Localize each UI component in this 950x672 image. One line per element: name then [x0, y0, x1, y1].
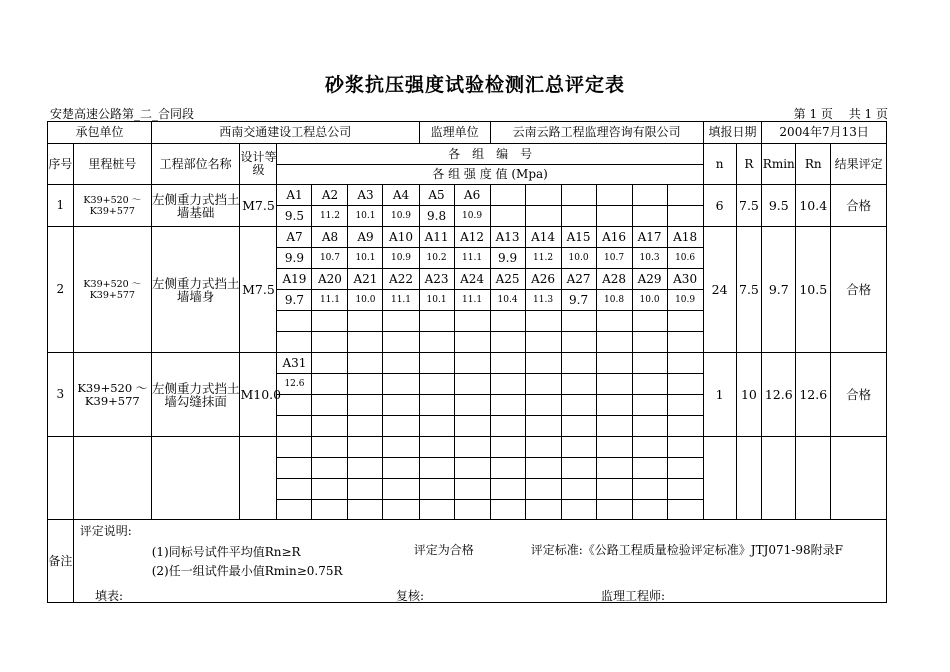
empty-cell: [383, 458, 419, 479]
strength-value: 9.5: [277, 206, 312, 227]
note-condition-2: (2)任一组试件最小值Rmin≥0.75R: [151, 564, 343, 578]
empty-cell: [596, 374, 632, 395]
result-cell: 合格: [831, 227, 887, 353]
strength-value: 9.7: [561, 290, 596, 311]
result-cell: 合格: [831, 353, 887, 437]
empty-cell: [454, 416, 490, 437]
empty-cell: [419, 395, 454, 416]
strength-value: 12.6: [277, 374, 312, 395]
group-id: A17: [632, 227, 667, 248]
empty-cell: [525, 395, 561, 416]
empty-cell: [312, 437, 348, 458]
empty-cell: [454, 332, 490, 353]
date-label: 填报日期: [703, 122, 762, 144]
n-cell: 24: [703, 227, 736, 353]
strength-value: 10.3: [632, 248, 667, 269]
group-id: A8: [312, 227, 348, 248]
empty-cell: [561, 395, 596, 416]
empty-cell: [596, 458, 632, 479]
empty-cell: [632, 479, 667, 500]
empty-cell: [490, 311, 525, 332]
strength-value: 10.9: [383, 248, 419, 269]
empty-cell: [667, 353, 703, 374]
strength-value: 10.6: [667, 248, 703, 269]
header-rn: Rn: [796, 144, 831, 185]
empty-cell: [667, 185, 703, 206]
empty-cell: [454, 311, 490, 332]
group-id: A16: [596, 227, 632, 248]
table-row: [48, 227, 887, 248]
note-verdict: 评定为合格: [413, 543, 474, 557]
empty-cell: [490, 353, 525, 374]
group-id: A23: [419, 269, 454, 290]
empty-cell: [667, 395, 703, 416]
group-id: A14: [525, 227, 561, 248]
empty-cell: [277, 416, 312, 437]
empty-cell: [348, 479, 383, 500]
header-result: 结果评定: [831, 144, 887, 185]
empty-cell: [596, 311, 632, 332]
empty-cell: [632, 353, 667, 374]
empty-cell: [312, 311, 348, 332]
strength-value: 10.2: [419, 248, 454, 269]
strength-value: 10.0: [561, 248, 596, 269]
strength-value: 11.2: [525, 248, 561, 269]
empty-cell: [419, 416, 454, 437]
empty-cell: [525, 458, 561, 479]
station-cell: K39+520 ～ K39+577: [73, 227, 151, 353]
strength-value: 11.1: [454, 290, 490, 311]
n-cell: 6: [703, 185, 736, 227]
empty-cell: [561, 479, 596, 500]
group-id: A28: [596, 269, 632, 290]
group-id: A15: [561, 227, 596, 248]
station-cell: [73, 437, 151, 520]
part-cell: 左侧重力式挡土墙勾缝抹面: [151, 353, 240, 437]
group-id: A11: [419, 227, 454, 248]
empty-cell: [454, 395, 490, 416]
strength-value: 11.1: [454, 248, 490, 269]
empty-cell: [383, 332, 419, 353]
rmin-cell: 9.7: [762, 227, 796, 353]
empty-cell: [490, 416, 525, 437]
footer-engineer: 监理工程师:: [601, 589, 666, 603]
group-id: A19: [277, 269, 312, 290]
rows-body: [48, 185, 887, 520]
empty-cell: [667, 311, 703, 332]
empty-cell: [561, 416, 596, 437]
strength-value: 10.8: [596, 290, 632, 311]
empty-cell: [490, 458, 525, 479]
n-cell: 1: [703, 353, 736, 437]
empty-cell: [561, 185, 596, 206]
empty-cell: [454, 479, 490, 500]
empty-cell: [419, 500, 454, 520]
group-id: A2: [312, 185, 348, 206]
empty-cell: [419, 311, 454, 332]
empty-cell: [525, 332, 561, 353]
seq-cell: 1: [48, 185, 74, 227]
r-cell: 10: [736, 353, 762, 437]
empty-cell: [596, 353, 632, 374]
empty-cell: [348, 395, 383, 416]
empty-cell: [490, 500, 525, 520]
group-id: A3: [348, 185, 383, 206]
empty-cell: [348, 458, 383, 479]
header-station: 里程桩号: [73, 144, 151, 185]
empty-cell: [525, 206, 561, 227]
empty-cell: [596, 500, 632, 520]
empty-cell: [667, 479, 703, 500]
group-id: A13: [490, 227, 525, 248]
rn-cell: 12.6: [796, 353, 831, 437]
empty-cell: [596, 416, 632, 437]
group-id: A5: [419, 185, 454, 206]
empty-cell: [525, 353, 561, 374]
group-id: A26: [525, 269, 561, 290]
group-id: A25: [490, 269, 525, 290]
empty-cell: [312, 500, 348, 520]
empty-cell: [561, 332, 596, 353]
part-cell: 左侧重力式挡土墙墙身: [151, 227, 240, 353]
empty-cell: [561, 500, 596, 520]
empty-cell: [348, 353, 383, 374]
note-label: 备注: [48, 520, 74, 603]
empty-cell: [632, 185, 667, 206]
group-id: A21: [348, 269, 383, 290]
strength-value: 10.9: [383, 206, 419, 227]
strength-value: 11.2: [312, 206, 348, 227]
empty-cell: [596, 479, 632, 500]
seq-cell: 3: [48, 353, 74, 437]
empty-cell: [383, 479, 419, 500]
empty-cell: [383, 353, 419, 374]
part-cell: 左侧重力式挡土墙基础: [151, 185, 240, 227]
r-cell: [736, 437, 762, 520]
empty-cell: [312, 395, 348, 416]
empty-cell: [490, 479, 525, 500]
empty-cell: [277, 395, 312, 416]
part-cell: [151, 437, 240, 520]
empty-cell: [383, 500, 419, 520]
strength-value: 11.1: [312, 290, 348, 311]
empty-cell: [525, 374, 561, 395]
empty-cell: [632, 458, 667, 479]
info-row: [48, 122, 887, 144]
group-id: A4: [383, 185, 419, 206]
empty-cell: [348, 437, 383, 458]
grade-cell: M10.0: [240, 353, 277, 437]
group-id: A9: [348, 227, 383, 248]
empty-cell: [312, 353, 348, 374]
grade-cell: M7.5: [240, 185, 277, 227]
result-cell: [831, 437, 887, 520]
contractor-value: 西南交通建设工程总公司: [151, 122, 419, 144]
empty-cell: [632, 500, 667, 520]
group-id: A30: [667, 269, 703, 290]
empty-cell: [596, 185, 632, 206]
header-n: n: [703, 144, 736, 185]
header-seq: 序号: [48, 144, 74, 185]
empty-cell: [667, 416, 703, 437]
empty-cell: [312, 332, 348, 353]
table-row: [48, 353, 887, 374]
note-condition-1: (1)同标号试件平均值Rn≥R: [151, 545, 301, 559]
group-id: A1: [277, 185, 312, 206]
date-value: 2004年7月13日: [762, 122, 887, 144]
contractor-label: 承包单位: [48, 122, 152, 144]
empty-cell: [419, 479, 454, 500]
grade-cell: M7.5: [240, 227, 277, 353]
footer-reviewer: 复核:: [396, 589, 425, 603]
empty-cell: [525, 185, 561, 206]
empty-cell: [632, 437, 667, 458]
empty-cell: [419, 374, 454, 395]
empty-cell: [312, 416, 348, 437]
group-id: A24: [454, 269, 490, 290]
empty-cell: [561, 458, 596, 479]
empty-cell: [667, 206, 703, 227]
empty-cell: [419, 353, 454, 374]
note-standard: 评定标准:《公路工程质量检验评定标准》JTJ071-98附录F: [530, 543, 843, 557]
group-id: A6: [454, 185, 490, 206]
page-title: 砂浆抗压强度试验检测汇总评定表: [324, 74, 625, 96]
empty-cell: [277, 479, 312, 500]
empty-cell: [419, 437, 454, 458]
strength-value: 11.3: [525, 290, 561, 311]
empty-cell: [277, 311, 312, 332]
empty-cell: [632, 395, 667, 416]
n-cell: [703, 437, 736, 520]
header-rmin: Rmin: [762, 144, 796, 185]
station-cell: K39+520 ～ K39+577: [73, 185, 151, 227]
strength-value: 11.1: [383, 290, 419, 311]
empty-cell: [348, 311, 383, 332]
supervisor-label: 监理单位: [419, 122, 490, 144]
strength-value: 10.4: [490, 290, 525, 311]
note-heading: 评定说明:: [79, 524, 132, 538]
rmin-cell: 12.6: [762, 353, 796, 437]
empty-cell: [490, 395, 525, 416]
empty-cell: [419, 332, 454, 353]
empty-cell: [348, 416, 383, 437]
empty-cell: [383, 311, 419, 332]
footer-filler: 填表:: [95, 589, 124, 603]
empty-cell: [596, 395, 632, 416]
station-cell: K39+520 ～ K39+577: [73, 353, 151, 437]
rmin-cell: 9.5: [762, 185, 796, 227]
empty-cell: [454, 353, 490, 374]
empty-cell: [490, 206, 525, 227]
note-content: [73, 520, 886, 603]
empty-cell: [632, 416, 667, 437]
rn-cell: [796, 437, 831, 520]
empty-cell: [525, 437, 561, 458]
group-id: A20: [312, 269, 348, 290]
group-id: A7: [277, 227, 312, 248]
note-row: [48, 520, 887, 603]
empty-cell: [312, 458, 348, 479]
empty-cell: [419, 458, 454, 479]
rn-cell: 10.4: [796, 185, 831, 227]
empty-cell: [561, 374, 596, 395]
header-row-1: [48, 144, 887, 165]
empty-cell: [348, 374, 383, 395]
grade-cell: [240, 437, 277, 520]
empty-cell: [277, 500, 312, 520]
empty-cell: [454, 374, 490, 395]
empty-cell: [525, 311, 561, 332]
strength-value: 10.0: [348, 290, 383, 311]
empty-cell: [667, 437, 703, 458]
group-id: A12: [454, 227, 490, 248]
header-part: 工程部位名称: [151, 144, 240, 185]
seq-cell: 2: [48, 227, 74, 353]
page-counter: 第 1 页 共 1 页: [793, 107, 888, 121]
result-cell: 合格: [831, 185, 887, 227]
supervisor-value: 云南云路工程监理咨询有限公司: [490, 122, 703, 144]
strength-value: 9.9: [490, 248, 525, 269]
empty-cell: [596, 437, 632, 458]
rn-cell: 10.5: [796, 227, 831, 353]
empty-cell: [632, 374, 667, 395]
group-id: A18: [667, 227, 703, 248]
project-section: 安楚高速公路第_二_合同段: [50, 107, 195, 121]
group-id: A22: [383, 269, 419, 290]
empty-cell: [490, 374, 525, 395]
strength-value: 10.0: [632, 290, 667, 311]
r-cell: 7.5: [736, 185, 762, 227]
header-strength: 各 组 强 度 值 (Mpa): [277, 165, 703, 185]
empty-cell: [490, 185, 525, 206]
empty-cell: [667, 332, 703, 353]
empty-cell: [525, 500, 561, 520]
empty-cell: [561, 437, 596, 458]
empty-cell: [667, 500, 703, 520]
strength-value: 10.9: [454, 206, 490, 227]
table-row: [48, 437, 887, 458]
table-row: [48, 185, 887, 206]
strength-value: 9.7: [277, 290, 312, 311]
empty-cell: [596, 206, 632, 227]
group-id: A29: [632, 269, 667, 290]
empty-cell: [561, 206, 596, 227]
strength-value: 10.1: [348, 248, 383, 269]
empty-cell: [561, 311, 596, 332]
rmin-cell: [762, 437, 796, 520]
empty-cell: [383, 374, 419, 395]
r-cell: 7.5: [736, 227, 762, 353]
empty-cell: [383, 437, 419, 458]
empty-cell: [561, 353, 596, 374]
summary-table: [47, 121, 887, 603]
empty-cell: [667, 458, 703, 479]
empty-cell: [277, 458, 312, 479]
empty-cell: [348, 500, 383, 520]
empty-cell: [490, 332, 525, 353]
empty-cell: [312, 374, 348, 395]
strength-value: 9.8: [419, 206, 454, 227]
empty-cell: [667, 374, 703, 395]
strength-value: 10.7: [596, 248, 632, 269]
empty-cell: [525, 479, 561, 500]
strength-value: 10.1: [348, 206, 383, 227]
empty-cell: [312, 479, 348, 500]
empty-cell: [383, 395, 419, 416]
strength-value: 10.9: [667, 290, 703, 311]
empty-cell: [277, 437, 312, 458]
empty-cell: [348, 332, 383, 353]
header-group-numbers: 各 组 编 号: [277, 144, 703, 165]
empty-cell: [525, 416, 561, 437]
empty-cell: [596, 332, 632, 353]
strength-value: 10.7: [312, 248, 348, 269]
strength-value: 10.1: [419, 290, 454, 311]
empty-cell: [454, 500, 490, 520]
empty-cell: [490, 437, 525, 458]
seq-cell: [48, 437, 74, 520]
strength-value: 9.9: [277, 248, 312, 269]
empty-cell: [454, 458, 490, 479]
empty-cell: [632, 332, 667, 353]
group-id: A31: [277, 353, 312, 374]
header-r: R: [736, 144, 762, 185]
empty-cell: [454, 437, 490, 458]
header-grade: 设计等级: [240, 144, 277, 185]
group-id: A10: [383, 227, 419, 248]
empty-cell: [632, 311, 667, 332]
group-id: A27: [561, 269, 596, 290]
empty-cell: [277, 332, 312, 353]
empty-cell: [632, 206, 667, 227]
empty-cell: [383, 416, 419, 437]
